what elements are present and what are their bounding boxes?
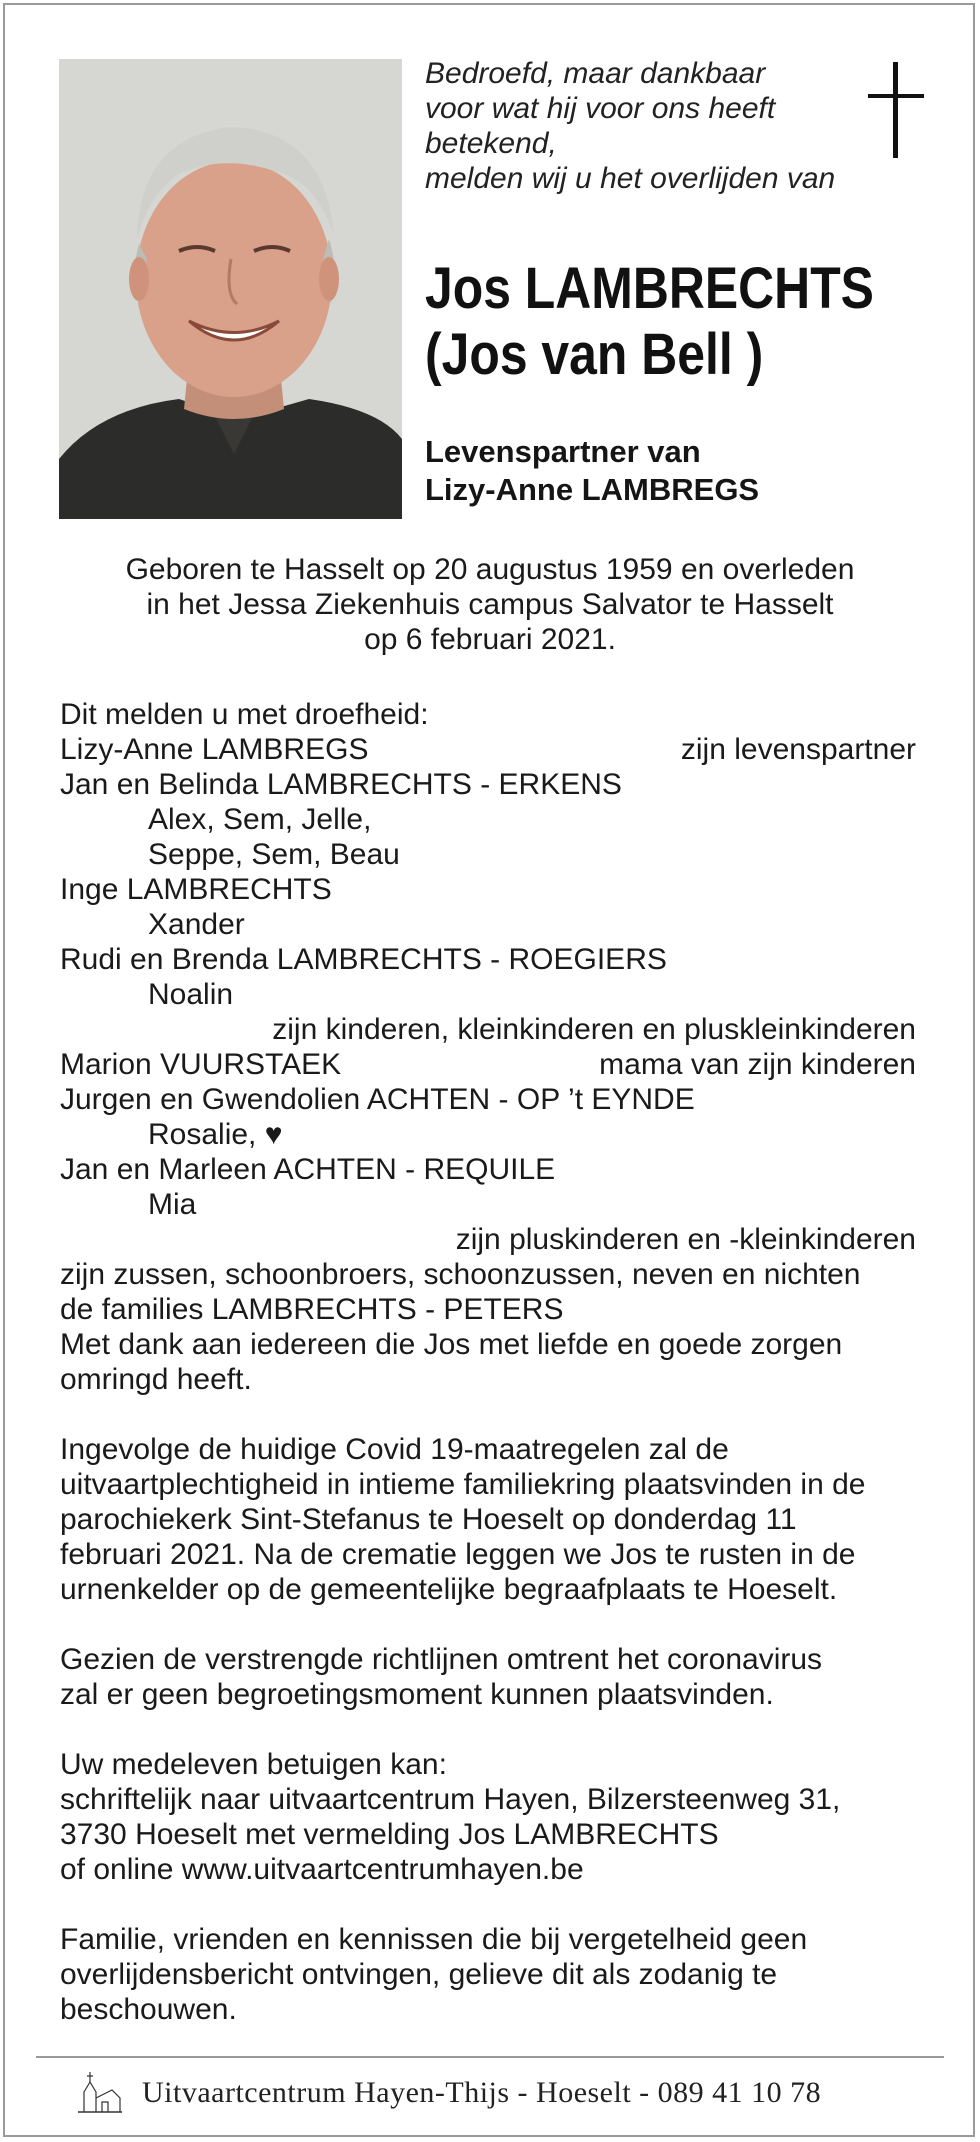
funeral-line: uitvaartplechtigheid in intieme familiekring plaatsvinden in de: [60, 1468, 866, 1501]
cross-icon: [868, 62, 924, 158]
partner-name: Lizy-Anne LAMBREGS: [425, 472, 760, 507]
birth-line: op 6 februari 2021.: [364, 623, 616, 656]
family-role: zijn pluskinderen en -kleinkinderen: [455, 1223, 916, 1256]
grandchildren: Xander: [148, 908, 245, 941]
family-member: Jan en Marleen ACHTEN - REQUILE: [60, 1153, 556, 1186]
funeral-line: februari 2021. Na de crematie leggen we Jos te rusten in de: [60, 1538, 856, 1571]
condolence-line: of online www.uitvaartcentrumhayen.be: [60, 1853, 584, 1886]
condolence-line: schriftelijk naar uitvaartcentrum Hayen, Bilzersteenweg 31,: [60, 1783, 841, 1816]
birth-line: in het Jessa Ziekenhuis campus Salvator te Hasselt: [146, 588, 834, 621]
family-row: [60, 732, 916, 767]
family-row: [60, 1012, 916, 1047]
church-logo-icon: [72, 2068, 128, 2116]
family-role: mama van zijn kinderen: [599, 1048, 916, 1081]
funeral-line: urnenkelder op de gemeentelijke begraafplaats te Hoeselt.: [60, 1573, 838, 1606]
thanks-line: omringd heeft.: [60, 1363, 252, 1396]
intro-line: voor wat hij voor ons heeft: [425, 92, 776, 125]
condolence-line: Uw medeleven betuigen kan:: [60, 1748, 447, 1781]
birth-line: Geboren te Hasselt op 20 augustus 1959 en overleden: [125, 553, 855, 586]
grandchildren: Seppe, Sem, Beau: [148, 838, 400, 871]
notice-line: beschouwen.: [60, 1993, 237, 2026]
family-member: Jurgen en Gwendolien ACHTEN - OP ’t EYNDE: [60, 1083, 695, 1116]
intro-line: Bedroefd, maar dankbaar: [425, 57, 766, 90]
covid-line: Gezien de verstrengde richtlijnen omtrent het coronavirus: [60, 1643, 823, 1676]
partner-label: Levenspartner van: [425, 434, 701, 469]
footer: [72, 2068, 912, 2118]
family-row: [60, 1222, 916, 1257]
notice-line: Familie, vrienden en kennissen die bij vergetelheid geen: [60, 1923, 808, 1956]
intro-line: betekend,: [425, 127, 557, 160]
partner-block: [425, 433, 759, 509]
family-row: [60, 1047, 916, 1082]
family-member: de families LAMBRECHTS - PETERS: [60, 1293, 564, 1326]
intro-line: melden wij u het overlijden van: [425, 162, 836, 195]
family-member: Lizy-Anne LAMBREGS: [60, 733, 369, 766]
family-member: Inge LAMBRECHTS: [60, 873, 332, 906]
deceased-name-block: [425, 256, 874, 388]
family-member: zijn zussen, schoonbroers, schoonzussen, neven en nichten: [60, 1258, 861, 1291]
grandchildren: Alex, Sem, Jelle,: [148, 803, 372, 836]
birth-death-info: [60, 552, 920, 657]
grandchildren: Noalin: [148, 978, 234, 1011]
family-heading: Dit melden u met droefheid:: [60, 698, 429, 731]
family-role: zijn levenspartner: [680, 733, 916, 766]
family-member: Marion VUURSTAEK: [60, 1048, 342, 1081]
covid-line: zal er geen begroetingsmoment kunnen plaatsvinden.: [60, 1678, 774, 1711]
intro-text: [425, 56, 845, 196]
portrait-photo: [59, 59, 402, 519]
footer-divider: [36, 2056, 944, 2058]
grandchildren: Mia: [148, 1188, 197, 1221]
funeral-line: parochiekerk Sint-Stefanus te Hoeselt op donderdag 11: [60, 1503, 797, 1536]
family-member: Jan en Belinda LAMBRECHTS - ERKENS: [60, 768, 622, 801]
notice-line: overlijdensbericht ontvingen, gelieve dit als zodanig te: [60, 1958, 778, 1991]
thanks-line: Met dank aan iedereen die Jos met liefde en goede zorgen: [60, 1328, 843, 1361]
grandchildren: Rosalie, ♥: [148, 1118, 283, 1151]
deceased-nickname: (Jos van Bell ): [425, 322, 764, 387]
family-member: Rudi en Brenda LAMBRECHTS - ROEGIERS: [60, 943, 667, 976]
deceased-name: Jos LAMBRECHTS: [425, 256, 874, 321]
condolence-line: 3730 Hoeselt met vermelding Jos LAMBRECHTS: [60, 1818, 719, 1851]
obituary-body: [60, 697, 916, 2027]
family-role: zijn kinderen, kleinkinderen en pluskleinkinderen: [272, 1013, 916, 1046]
funeral-line: Ingevolge de huidige Covid 19-maatregelen zal de: [60, 1433, 729, 1466]
footer-text: Uitvaartcentrum Hayen-Thijs - Hoeselt - 089 41 10 78: [142, 2076, 822, 2109]
